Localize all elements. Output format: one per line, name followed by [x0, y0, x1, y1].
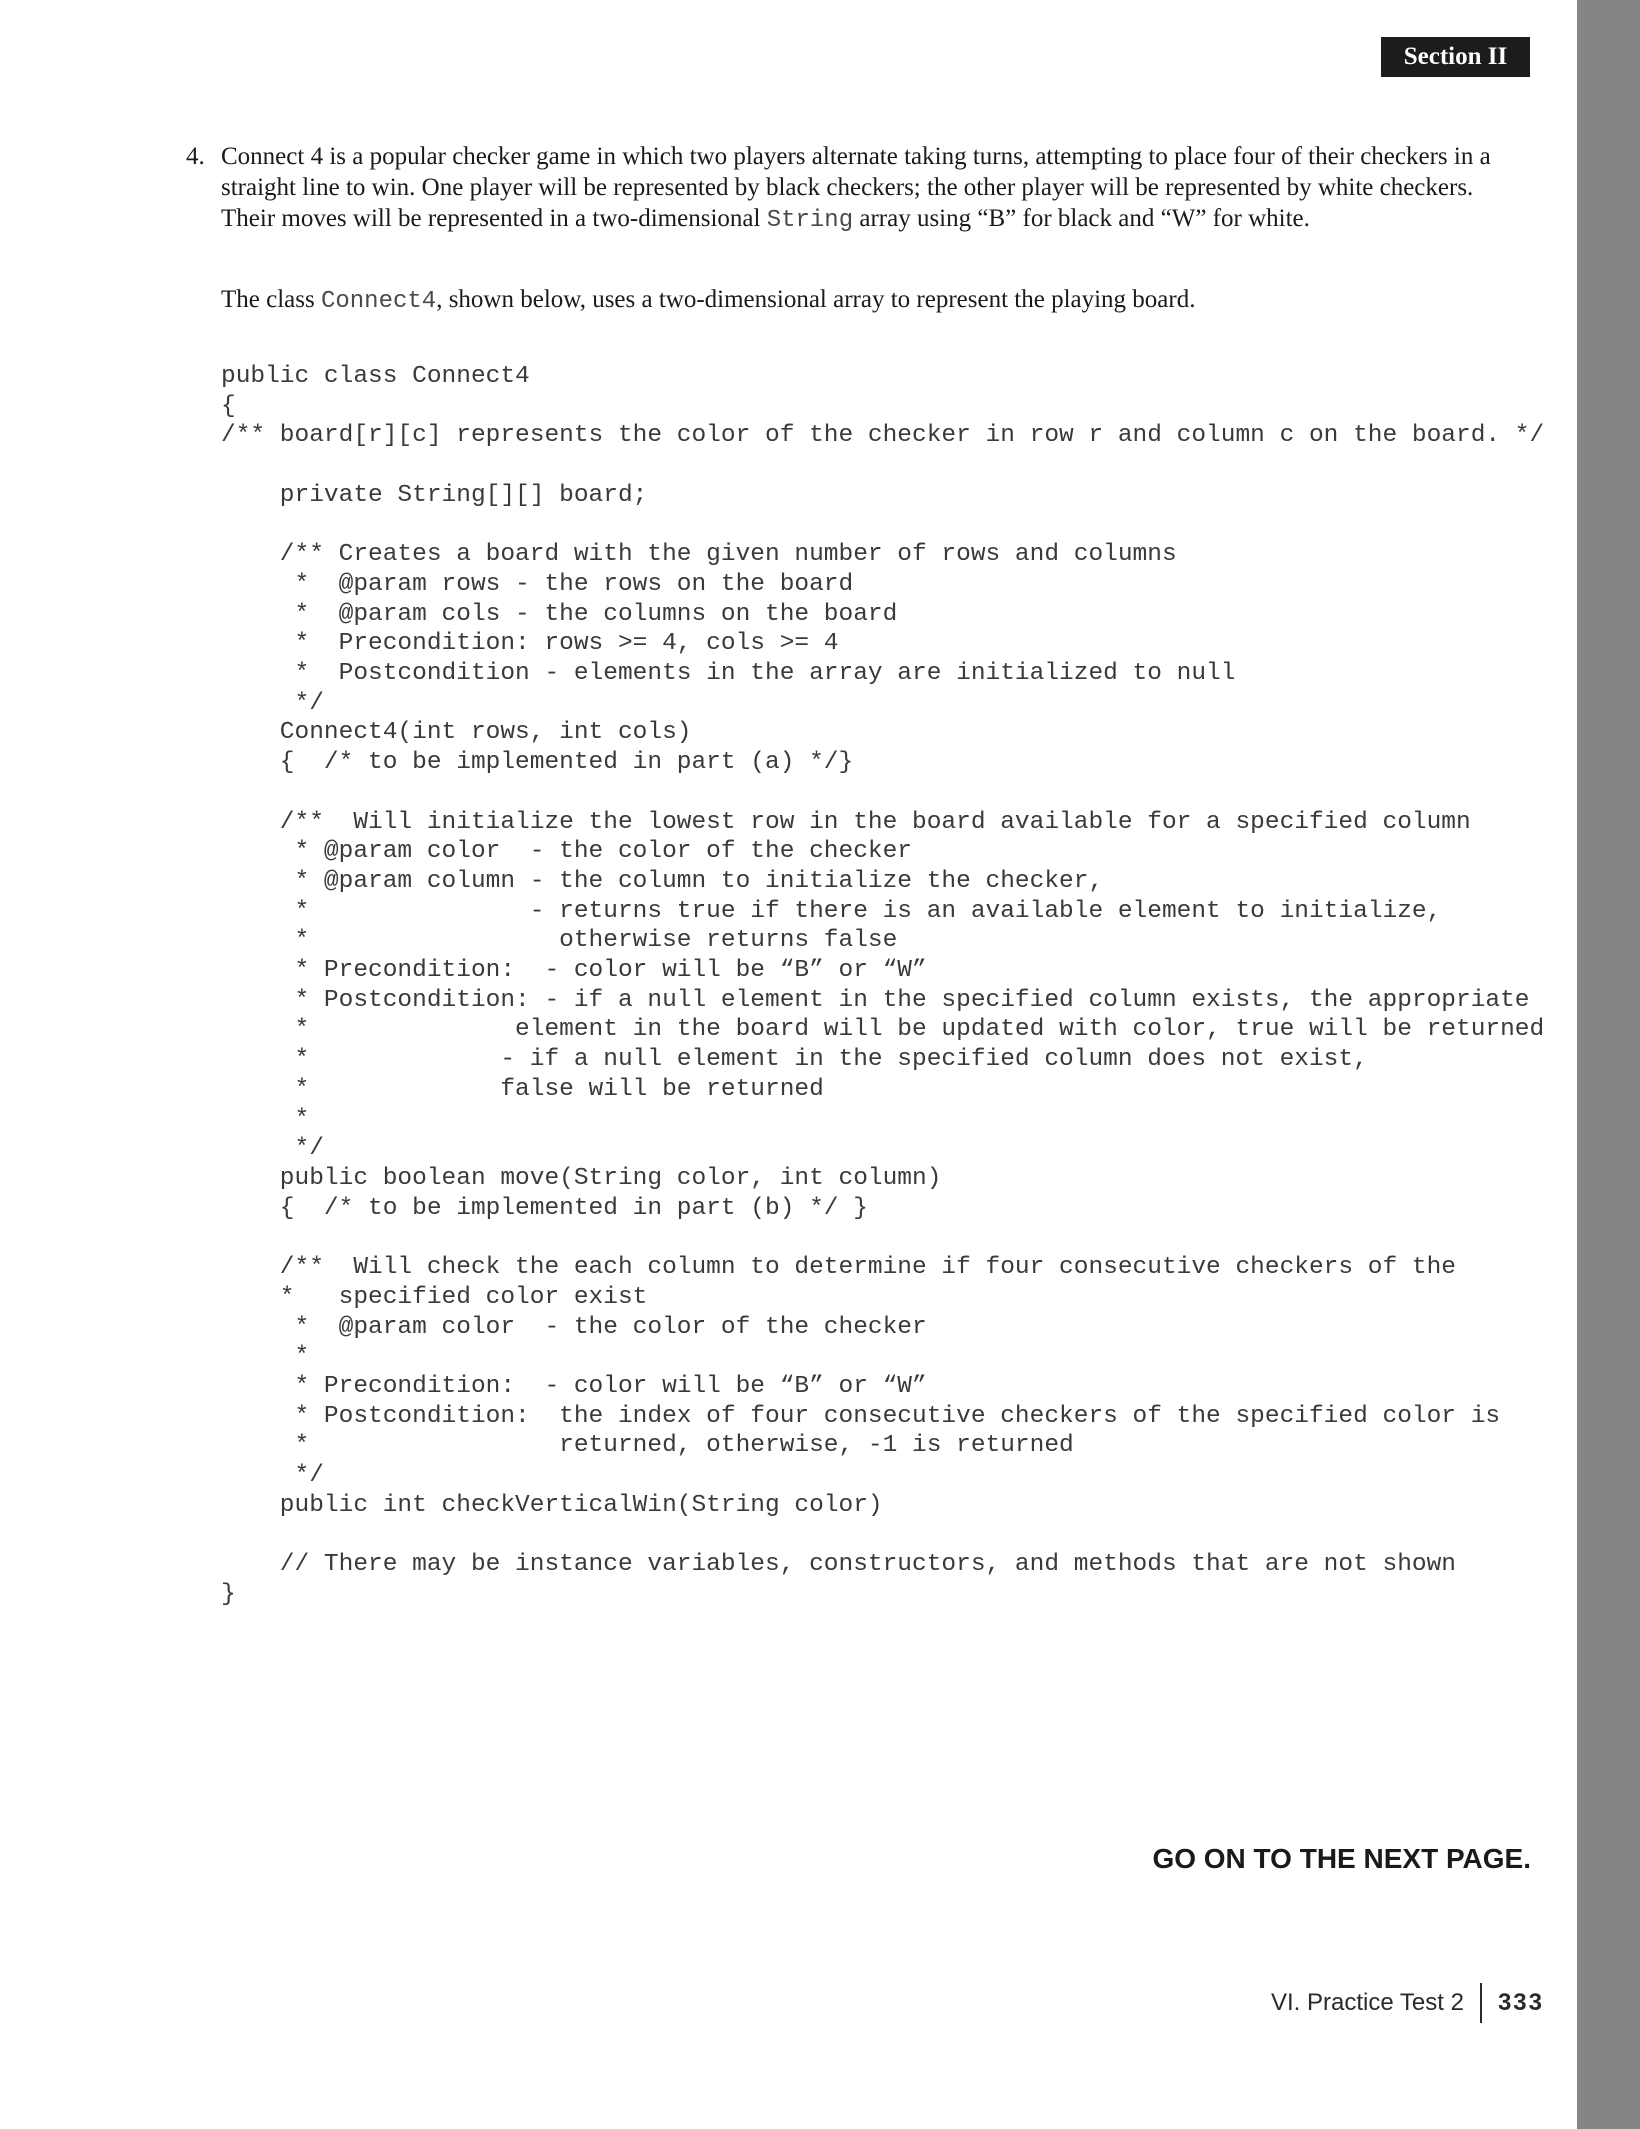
- class-inline-code: Connect4: [320, 288, 437, 315]
- class-text-start: The class: [221, 286, 321, 313]
- class-text-end: , shown below, uses a two-dimensional array to represent the playing board.: [436, 286, 1196, 313]
- question-4: [186, 141, 1526, 317]
- section-label: Section II: [1381, 37, 1530, 77]
- go-on-notice: GO ON TO THE NEXT PAGE.: [1152, 1843, 1531, 1874]
- question-body: [221, 141, 1526, 317]
- question-intro: [221, 141, 1526, 236]
- intro-text-start: Connect 4 is a popular checker game in which two players alternate taking turns, attempting to place four of their checkers in a straight line to win. One player will be represented by black checkers; the other player will be represented by white checkers. Their moves will be represented in a two-dimensional: [221, 143, 1491, 232]
- intro-text-end: array using “B” for black and “W” for white.: [853, 205, 1310, 232]
- footer-chapter: VI. Practice Test 2: [1270, 1989, 1464, 2016]
- question-number: 4.: [186, 143, 205, 170]
- side-margin-bar: [1577, 0, 1640, 2129]
- connect4-code-listing: public class Connect4 { /** board[r][c] represents the color of the checker in row r and column c on the board. */ private String[][] board; /** Creates a board with the given number of rows and columns * @param rows - the rows on the board * @param cols - the columns on the board * Precondition: rows >= 4, cols >= 4 * Postcondition - elements in the array are initialized to null */ Connect4(int rows, int cols) { /* to be implemented in part (a) */} /** Will initialize the lowest row in the board available for a specified column * @param color - the color of the checker * @param column - the column to initialize the checker, * - returns true if there is an available element to initialize, * otherwise returns false * Precondition: - color will be “B” or “W” * Postcondition: - if a null element in the specified column exists, the appropriate * element in the board will be updated with color, true will be returned * - if a null element in the specified column does not exist, * false will be returned * */ public boolean move(String color, int column) { /* to be implemented in part (b) */ } /** Will check the each column to determine if four consecutive checkers of the * specified color exist * @param color - the color of the checker * * Precondition: - color will be “B” or “W” * Postcondition: the index of four consecutive checkers of the specified color is * returned, otherwise, -1 is returned */ public int checkVerticalWin(String color) // There may be instance variables, constructors, and methods that are not shown }: [221, 363, 1545, 1608]
- class-description: [221, 284, 1526, 317]
- page-footer: [1100, 1979, 1544, 2027]
- intro-inline-code: String: [766, 207, 854, 234]
- page-number: 333: [1497, 1989, 1544, 2016]
- footer-divider: [1480, 1983, 1482, 2023]
